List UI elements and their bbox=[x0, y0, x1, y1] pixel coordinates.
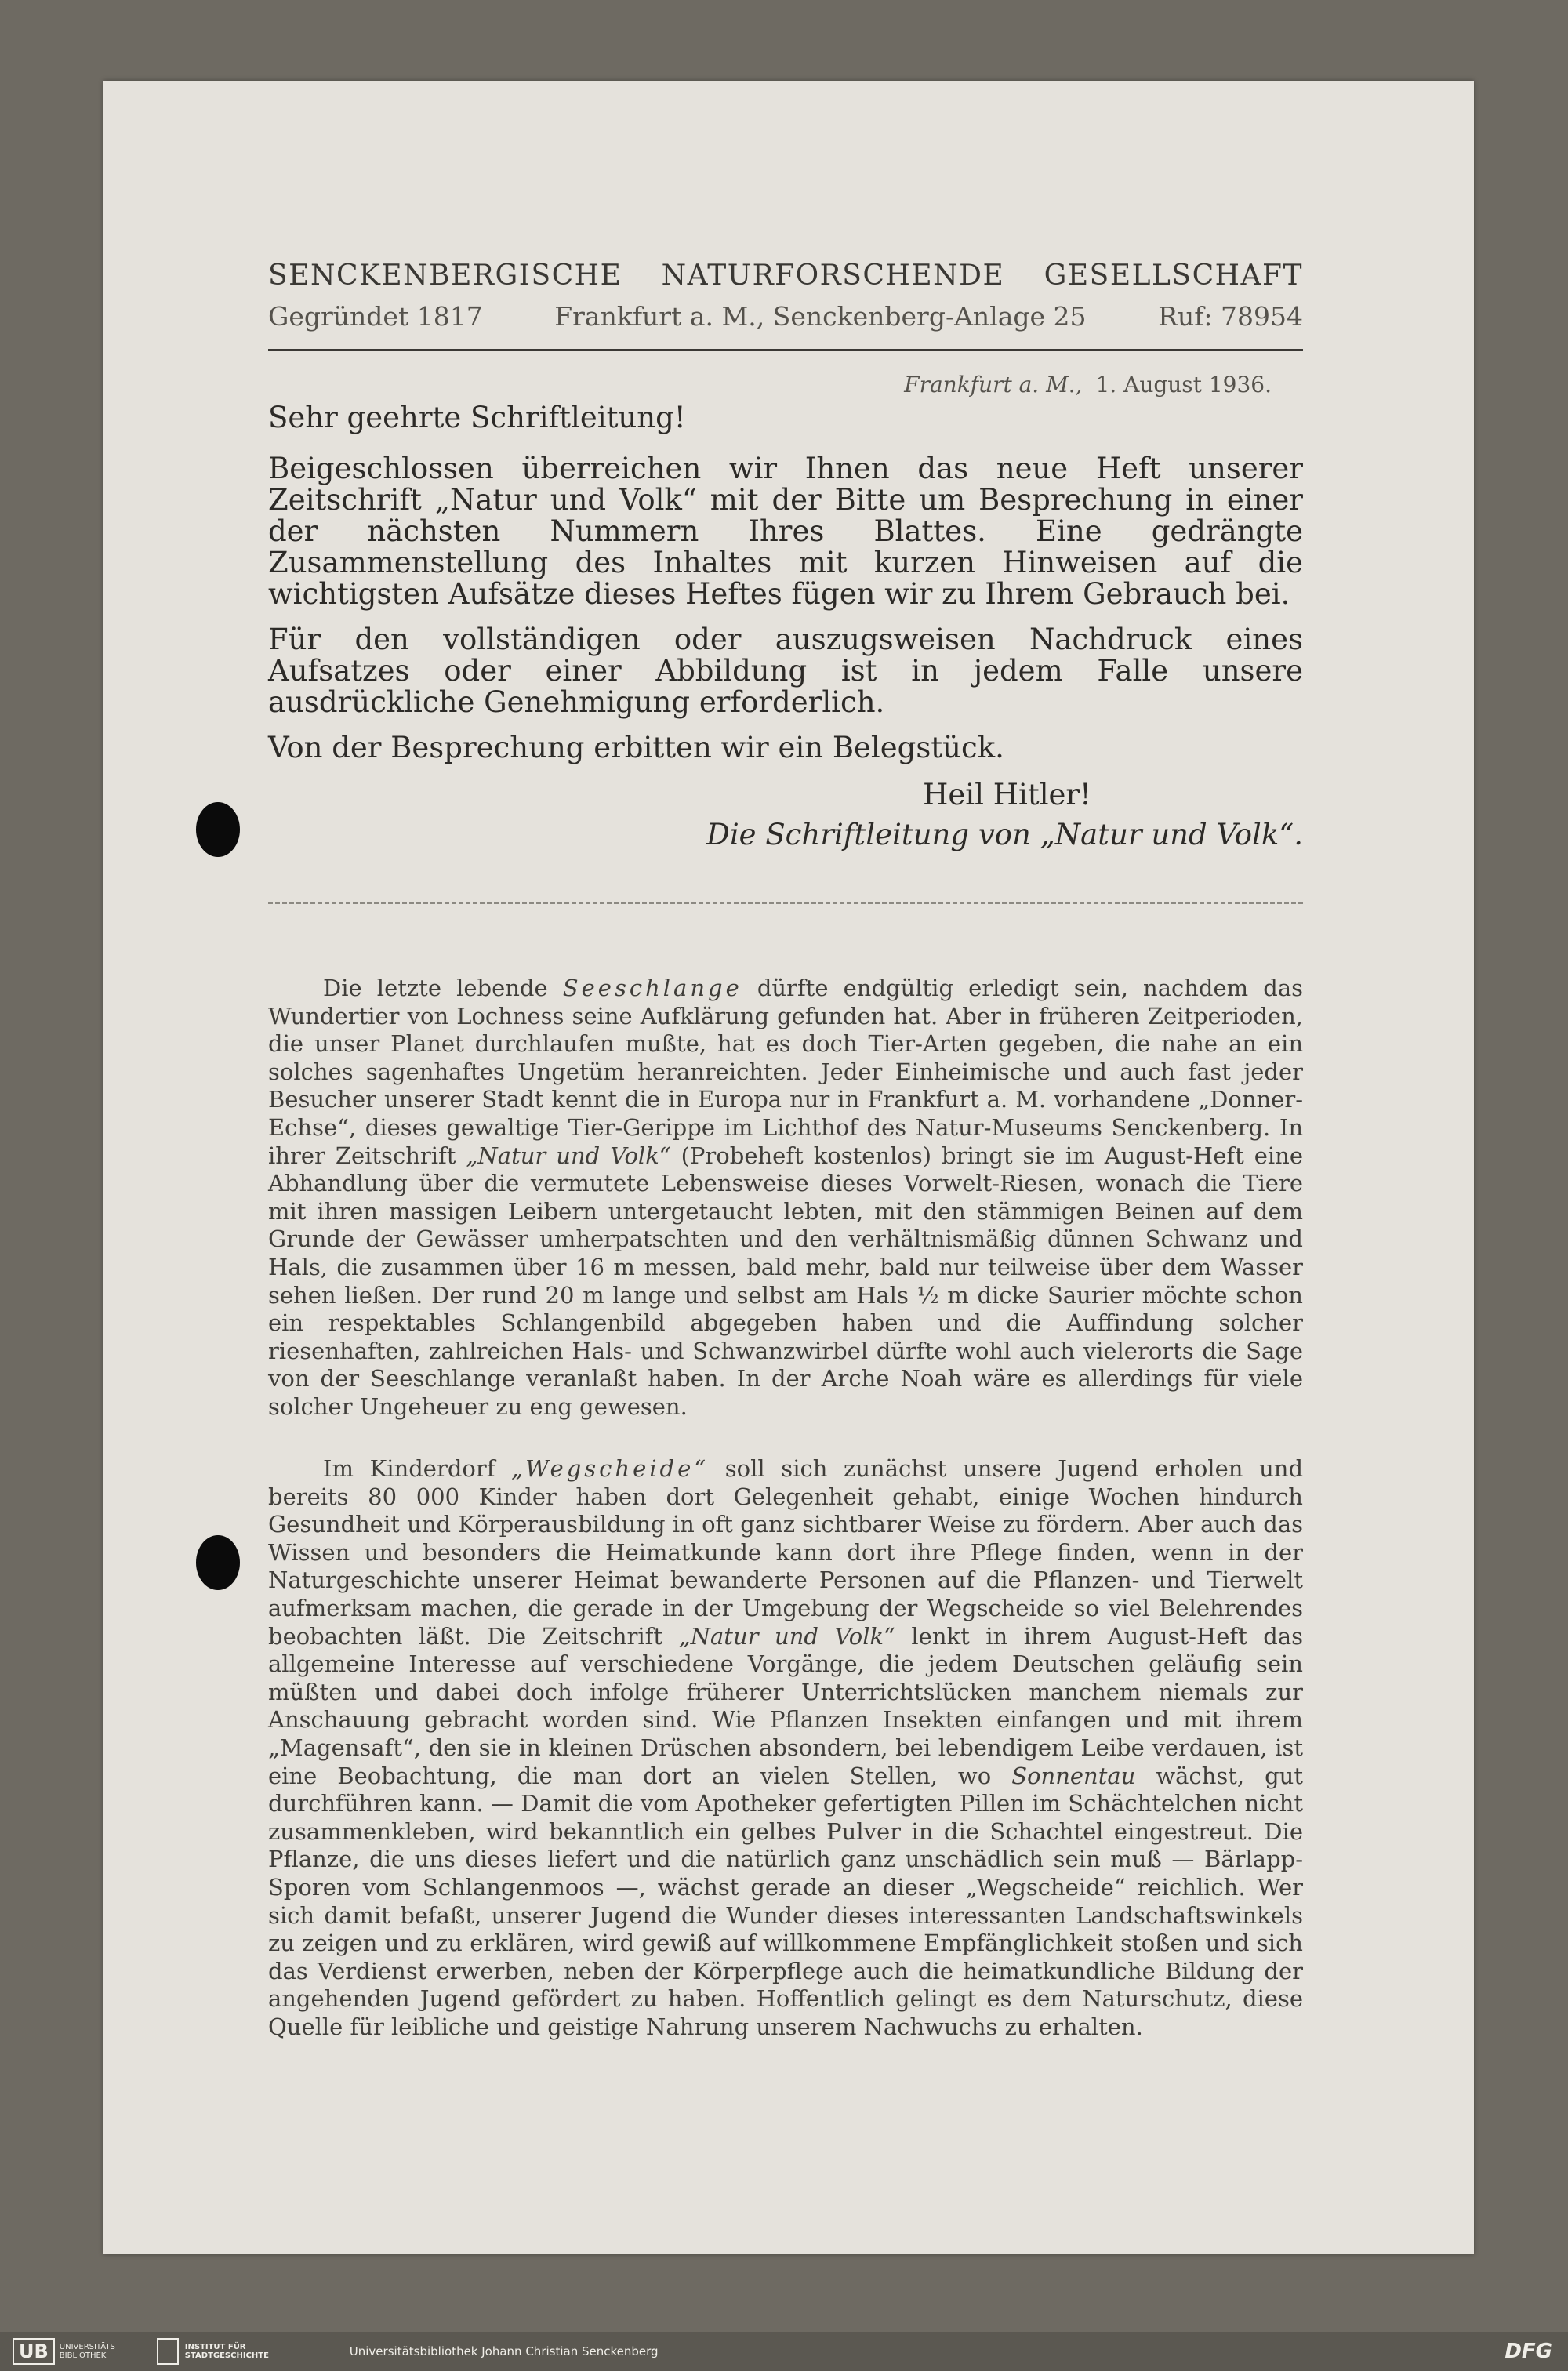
letterhead-rule bbox=[268, 349, 1303, 351]
article-1-text-b: (Probeheft kostenlos) bringt sie im August-Heft eine Abhandlung über die vermutete Lebensweise dieses Vorwelt-Riesen, wonach die Tiere mit ihren massigen Leibern untergetaucht lebten, mit den stämmigen Beinen auf dem Grunde der Gewässer umherpatschten und den verhältnismäßig dünnen Schwanz und Hals, die zusammen über 16 m messen, bald mehr, bald nur teilweise über dem Wasser sehen ließen. Der rund 20 m lange und selbst am Hals ½ m dicke Saurier möchte schon ein respektables Schlangenbild abgegeben haben und die Auffindung solcher riesenhaften, zahlreichen Hals- und Schwanzwirbel dürfte wohl auch vielerorts die Sage von der Seeschlange veranlaßt haben. In der Arche Noah wäre es allerdings für viele solcher Ungeheuer zu eng gewesen. bbox=[268, 1142, 1304, 1420]
closing: Heil Hitler! bbox=[923, 778, 1091, 812]
letter-paragraph-1: Beigeschlossen überreichen wir Ihnen das neue Heft unserer Zeitschrift „Natur und Volk“ mit der Bitte um Besprechung in einer der nächsten Nummern Ihres Blattes. Eine gedrängte Zusammenstellung des Inhaltes mit kurzen Hinweisen auf die wichtigsten Aufsätze dieses Heftes fügen wir zu Ihrem Gebrauch bei. bbox=[268, 452, 1303, 611]
institute-name: INSTITUT FÜR STADTGESCHICHTE bbox=[184, 2343, 269, 2360]
article-wegscheide bbox=[268, 1455, 1303, 2041]
article-1-text bbox=[268, 975, 1303, 1422]
institute-logo-icon bbox=[157, 2338, 179, 2365]
article-2-text-a: soll sich zunächst unsere Jugend erholen und bereits 80 000 Kinder haben dort Gelegenheit gehabt, einige Wochen hindurch Gesundheit und Körperausbildung in oft ganz sichtbarer Weise zu fördern. Aber auch das Wissen und besonders die Heimatkunde kann dort ihre Pflege finden, wenn in der Naturgeschichte unserer Heimat bewanderte Personen auf die Pflanzen- und Tierwelt aufmerksam machen, die gerade in der Umgebung der Wegscheide so viel Belehrendes beobachten läßt. Die Zeitschrift bbox=[268, 1455, 1304, 1650]
article-2-journal: „Natur und Volk“ bbox=[678, 1622, 895, 1650]
signature: Die Schriftleitung von „Natur und Volk“. bbox=[706, 818, 1303, 851]
punch-hole-top bbox=[196, 802, 240, 857]
letter-body bbox=[268, 401, 1303, 851]
article-2-plant: Sonnentau bbox=[1011, 1762, 1136, 1789]
ub-logo: UB bbox=[13, 2338, 55, 2365]
founded-text: Gegründet 1817 bbox=[268, 301, 483, 332]
document-page bbox=[103, 81, 1474, 2254]
article-1-text-a: dürfte endgültig erledigt sein, nachdem das Wundertier von Lochness seine Aufklärung gefunden hat. Aber in früheren Zeitperioden, die unser Planet durchlaufen mußte, hat es doch Tier-Arten gegeben, die nahe an ein solches sagenhaftes Ungetüm heranreichten. Jeder Einheimische und auch fast jeder Besucher unserer Stadt kennt die in Europa nur in Frankfurt a. M. vorhandene „Donner-Echse“, dieses gewaltige Tier-Gerippe im Lichthof des Natur-Museums Senckenberg. In ihrer Zeitschrift bbox=[268, 975, 1303, 1169]
article-2-text-c: wächst, gut durchführen kann. — Damit die vom Apotheker gefertigten Pillen im Schächtelchen nicht zusammenkleben, wird bekanntlich ein gelbes Pulver in die Schachtel eingestreut. Die Pflanze, die uns dieses liefert und die natürlich ganz unschädlich sein muß — Bärlapp-Sporen vom Schlangenmoos —, wächst gerade an dieser „Wegscheide“ reichlich. Wer sich damit befaßt, unserer Jugend die Wunder dieses interessanten Landschaftswinkels zu zeigen und zu erklären, wird gewiß auf willkommene Empfänglichkeit stoßen und sich das Verdienst erwerben, neben der Körperpflege auch die heimatkundliche Bildung der angehenden Jugend gefördert zu haben. Hoffentlich gelingt es dem Naturschutz, diese Quelle für leibliche und geistige Nahrung unserem Nachwuchs zu erhalten. bbox=[268, 1762, 1304, 2040]
organization-name: SENCKENBERGISCHE NATURFORSCHENDE GESELLSCHAFT bbox=[268, 260, 1303, 292]
article-2-intro: Im Kinderdorf bbox=[323, 1455, 495, 1482]
article-1-journal: „Natur und Volk“ bbox=[466, 1142, 671, 1169]
dashed-separator bbox=[268, 902, 1303, 904]
ub-logo-subtitle: UNIVERSITÄTS BIBLIOTHEK bbox=[59, 2343, 115, 2360]
article-2-text-b: lenkt in ihrem August-Heft das allgemeine Interesse auf verschiedene Vorgänge, die jedem Deutschen geläufig sein müßten und dabei doch infolge früherer Unterrichtslücken manchem niemals zur Anschauung gebracht worden sind. Wie Pflanzen Insekten einfangen und mit ihrem „Magensaft“, den sie in kleinen Drüschen absondern, bei lebendigem Leibe verdauen, ist eine Beobachtung, die man dort an vielen Stellen, wo bbox=[268, 1622, 1304, 1789]
phone-text: Ruf: 78954 bbox=[1158, 301, 1303, 332]
letterhead-address-line bbox=[268, 301, 1303, 332]
dateline bbox=[268, 372, 1303, 398]
letter-paragraph-2: Für den vollständigen oder auszugsweisen Nachdruck eines Aufsatzes oder einer Abbildung ist in jedem Falle unsere ausdrückliche Genehmigung erforderlich. bbox=[268, 623, 1303, 719]
address-text: Frankfurt a. M., Senckenberg-Anlage 25 bbox=[554, 301, 1087, 332]
article-seeschlange bbox=[268, 975, 1303, 1422]
dfg-logo: DFG bbox=[1504, 2340, 1552, 2363]
dateline-place: Frankfurt a. M., bbox=[904, 372, 1083, 398]
article-1-keyword: Seeschlange bbox=[562, 975, 742, 1001]
article-2-keyword: „Wegscheide“ bbox=[511, 1455, 710, 1482]
salutation: Sehr geehrte Schriftleitung! bbox=[268, 401, 686, 434]
punch-hole-bottom bbox=[196, 1535, 240, 1590]
footer-bar bbox=[0, 2332, 1568, 2371]
library-name: Universitätsbibliothek Johann Christian Senckenberg bbox=[349, 2344, 659, 2358]
article-2-text bbox=[268, 1455, 1303, 2041]
dateline-date: 1. August 1936. bbox=[1095, 372, 1272, 398]
letterhead bbox=[268, 260, 1303, 904]
letter-paragraph-3: Von der Besprechung erbitten wir ein Belegstück. bbox=[268, 731, 1004, 764]
article-1-intro: Die letzte lebende bbox=[323, 975, 548, 1001]
